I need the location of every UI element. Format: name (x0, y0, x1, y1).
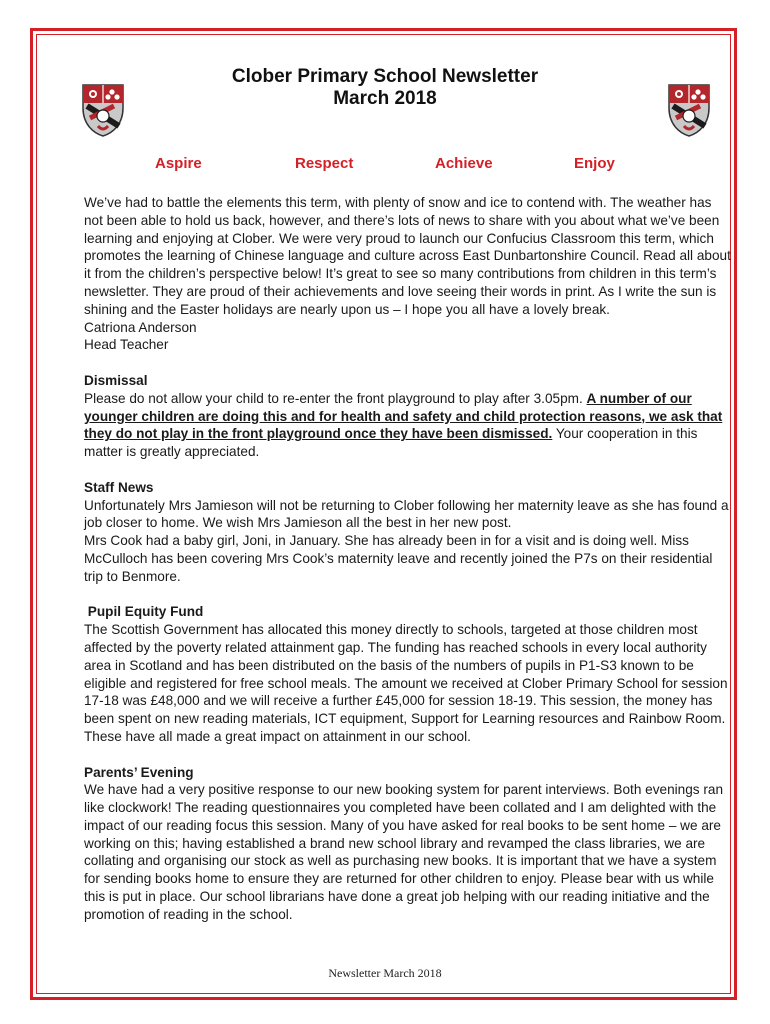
dismissal-text: Please do not allow your child to re-enter the front playground to play after 3.05pm. (84, 390, 587, 406)
dismissal-paragraph (84, 390, 732, 461)
value-enjoy: Enjoy (574, 155, 615, 172)
value-aspire: Aspire (155, 155, 202, 172)
value-achieve: Achieve (435, 155, 493, 172)
value-respect: Respect (295, 155, 354, 172)
parents-evening-heading: Parents’ Evening (84, 764, 194, 780)
staff-news-heading: Staff News (84, 479, 154, 495)
intro-paragraph: We’ve had to battle the elements this term, with plenty of snow and ice to contend with. The weather has not been able to hold us back, however, and there’s lots of news to share with you about what we’ve been learning and enjoying at Clober. We were very proud to launch our Confucius Classroom this term, which promotes the learning of Chinese language and culture across East Dunbartonshire Council. Read all about it from the children’s perspective below! It’s great to see so many contributions from children in this term’s newsletter. They are proud of their achievements and love seeing their words in print. As I write the sun is shining and the Easter holidays are nearly upon us – I hope you all have a lovely break. (84, 195, 731, 317)
dismissal-emphasis: A number of our younger children are doing this and for health and safety and child protection reasons, we ask that they do not play in the front playground once they have been dismissed. (84, 390, 723, 442)
signature-name: Catriona Anderson (84, 319, 197, 335)
newsletter-body (84, 194, 732, 924)
page-footer: Newsletter March 2018 (328, 966, 442, 980)
school-values (0, 155, 770, 175)
pupil-equity-paragraph: The Scottish Government has allocated this money directly to schools, targeted at those children most affected by the poverty related attainment gap. The funding has reached schools in every local authority area in Scotland and has been distributed on the basis of the numbers of pupils in P1-S3 known to be eligible and registered for free school meals. The amount we received at Clober Primary School for session 17-18 was £48,000 and we will receive a further £45,000 for session 18-19. This session, the money has been spent on new reading materials, ICT equipment, Support for Learning resources and Rainbow Room. These have all made a great impact on attainment in our school. (84, 622, 728, 744)
newsletter-title: Clober Primary School Newsletter (231, 66, 539, 87)
newsletter-date: March 2018 (333, 88, 437, 109)
dismissal-text-end: Your cooperation in this matter is greatly appreciated. (84, 426, 698, 460)
staff-news-paragraph-2: Mrs Cook had a baby girl, Joni, in January. She has already been in for a visit and is doing well. Miss McCulloch has been covering Mrs Cook’s maternity leave and recently joined the P7s on their residential trip to Benmore. (84, 533, 713, 584)
parents-evening-paragraph: We have had a very positive response to our new booking system for parent interviews. Both evenings ran like clockwork! The reading questionnaires you completed have been collated and I am delighted with the impact of our reading focus this session. Many of you have asked for real books to be sent home – we are working on this; having established a brand new school library and revamped the class libraries, we are collating and organising our stock as well as purchasing new books. It is important that we have a system for sending books home to ensure they are returned for other children to enjoy. Please bear with us while this is put in place. Our school librarians have done a great job helping with our reading initiative and the promotion of reading in the school. (84, 782, 723, 922)
signature-role: Head Teacher (84, 337, 169, 353)
staff-news-paragraph-1: Unfortunately Mrs Jamieson will not be returning to Clober following her maternity leave as she has found a job closer to home. We wish Mrs Jamieson all the best in her new post. (84, 497, 729, 531)
pupil-equity-heading: Pupil Equity Fund (84, 604, 204, 620)
dismissal-heading: Dismissal (84, 372, 148, 388)
